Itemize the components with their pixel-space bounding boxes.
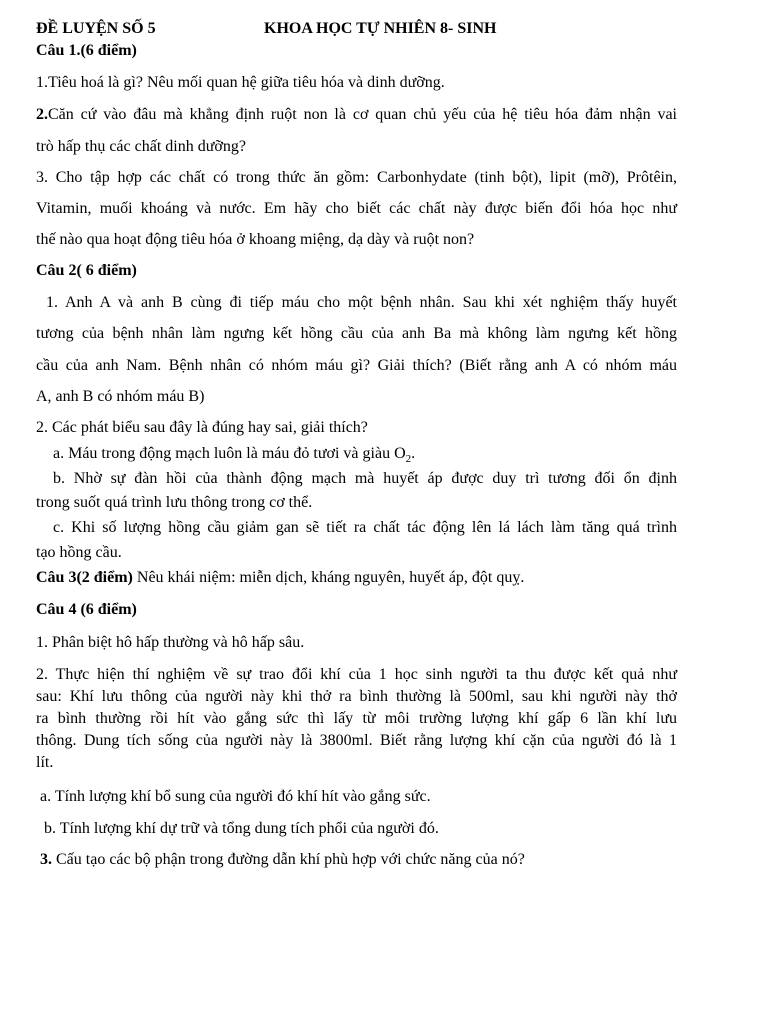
q4-item-2-line-4: thông. Dung tích sống của người này là 3800ml. Biết rằng lượng khí cặn của người đó là 1 bbox=[36, 732, 677, 749]
q2-statement-a-text: a. Máu trong động mạch luôn là máu đỏ tươi và giàu O bbox=[53, 445, 406, 462]
question-3-title: Câu 3(2 điểm) bbox=[36, 569, 133, 586]
q4-item-2-line-2: sau: Khí lưu thông của người này khi thở ra bình thường là 500ml, sau khi người này thở bbox=[36, 688, 677, 705]
q4-item-2-line-3: ra bình thường rồi hít vào gắng sức thì lấy từ môi trường lượng khí gấp 6 lần khí lưu bbox=[36, 710, 677, 727]
q4-item-3-number: 3. bbox=[40, 851, 52, 868]
q2-item-1-line-3: cầu của anh Nam. Bệnh nhân có nhóm máu gì? Giải thích? (Biết rằng anh A có nhóm máu bbox=[36, 357, 677, 374]
q2-statement-b-line-2: trong suốt quá trình lưu thông trong cơ thể. bbox=[36, 494, 313, 511]
q2-item-1-line-4: A, anh B có nhóm máu B) bbox=[36, 388, 205, 405]
q4-item-2b: b. Tính lượng khí dự trữ và tổng dung tích phổi của người đó. bbox=[44, 820, 439, 837]
q2-statement-c-line-2: tạo hồng cầu. bbox=[36, 544, 122, 561]
q2-statement-a-subscript: 2 bbox=[405, 453, 412, 466]
question-2-title: Câu 2( 6 điểm) bbox=[36, 262, 137, 279]
q1-item-3-line-3: thế nào qua hoạt động tiêu hóa ở khoang miệng, dạ dày và ruột non? bbox=[36, 231, 475, 248]
q4-item-2a: a. Tính lượng khí bổ sung của người đó khí hít vào gắng sức. bbox=[40, 788, 431, 805]
q4-item-3-text: Cấu tạo các bộ phận trong đường dẫn khí phù hợp với chức năng của nó? bbox=[52, 851, 525, 868]
question-1-title: Câu 1.(6 điểm) bbox=[36, 42, 137, 59]
q2-item-1-line-1: 1. Anh A và anh B cùng đi tiếp máu cho một bệnh nhân. Sau khi xét nghiệm thấy huyết bbox=[46, 294, 677, 311]
q2-statement-b-line-1: b. Nhờ sự đàn hồi của thành động mạch mà huyết áp được duy trì tương đối ổn định bbox=[53, 470, 677, 487]
q1-item-3-line-2: Vitamin, muối khoáng và nước. Em hãy cho biết các chất này được biến đổi hóa học như bbox=[36, 200, 677, 217]
q1-item-3-line-1: 3. Cho tập hợp các chất có trong thức ăn gồm: Carbonhydate (tinh bột), lipit (mỡ), Prôtêin, bbox=[36, 169, 677, 186]
q4-item-1: 1. Phân biệt hô hấp thường và hô hấp sâu. bbox=[36, 634, 305, 651]
q2-statement-a bbox=[53, 443, 677, 465]
q2-item-1-line-2: tương của bệnh nhân làm ngưng kết hồng cầu của anh Ba mà không làm ngưng kết hồng bbox=[36, 325, 677, 342]
q2-statement-c-line-1: c. Khi số lượng hồng cầu giảm gan sẽ tiết ra chất tác động lên lá lách làm tăng quá trình bbox=[53, 519, 677, 536]
question-3 bbox=[36, 567, 677, 589]
q1-item-2-text: Căn cứ vào đâu mà khẳng định ruột non là cơ quan chủ yếu của hệ tiêu hóa đảm nhận vai bbox=[48, 106, 677, 123]
q1-item-2-number: 2. bbox=[36, 106, 48, 123]
question-4-title: Câu 4 (6 điểm) bbox=[36, 601, 137, 618]
q1-item-2-line-1 bbox=[36, 104, 677, 126]
q2-statement-a-end: . bbox=[411, 445, 416, 462]
q1-item-2-line-2: trò hấp thụ các chất dinh dưỡng? bbox=[36, 138, 246, 155]
q4-item-3 bbox=[40, 849, 677, 871]
q4-item-2-line-1: 2. Thực hiện thí nghiệm về sự trao đổi khí của 1 học sinh người ta thu được kết quả như bbox=[36, 666, 677, 683]
exam-number: ĐỀ LUYỆN SỐ 5 bbox=[36, 20, 156, 37]
question-3-text: Nêu khái niệm: miễn dịch, kháng nguyên, huyết áp, đột quỵ. bbox=[132, 569, 525, 586]
q4-item-2-line-5: lít. bbox=[36, 754, 54, 771]
subject-title: KHOA HỌC TỰ NHIÊN 8- SINH bbox=[264, 20, 497, 37]
q1-item-1: 1.Tiêu hoá là gì? Nêu mối quan hệ giữa tiêu hóa và dinh dưỡng. bbox=[36, 74, 445, 91]
q2-item-2: 2. Các phát biểu sau đây là đúng hay sai, giải thích? bbox=[36, 419, 368, 436]
